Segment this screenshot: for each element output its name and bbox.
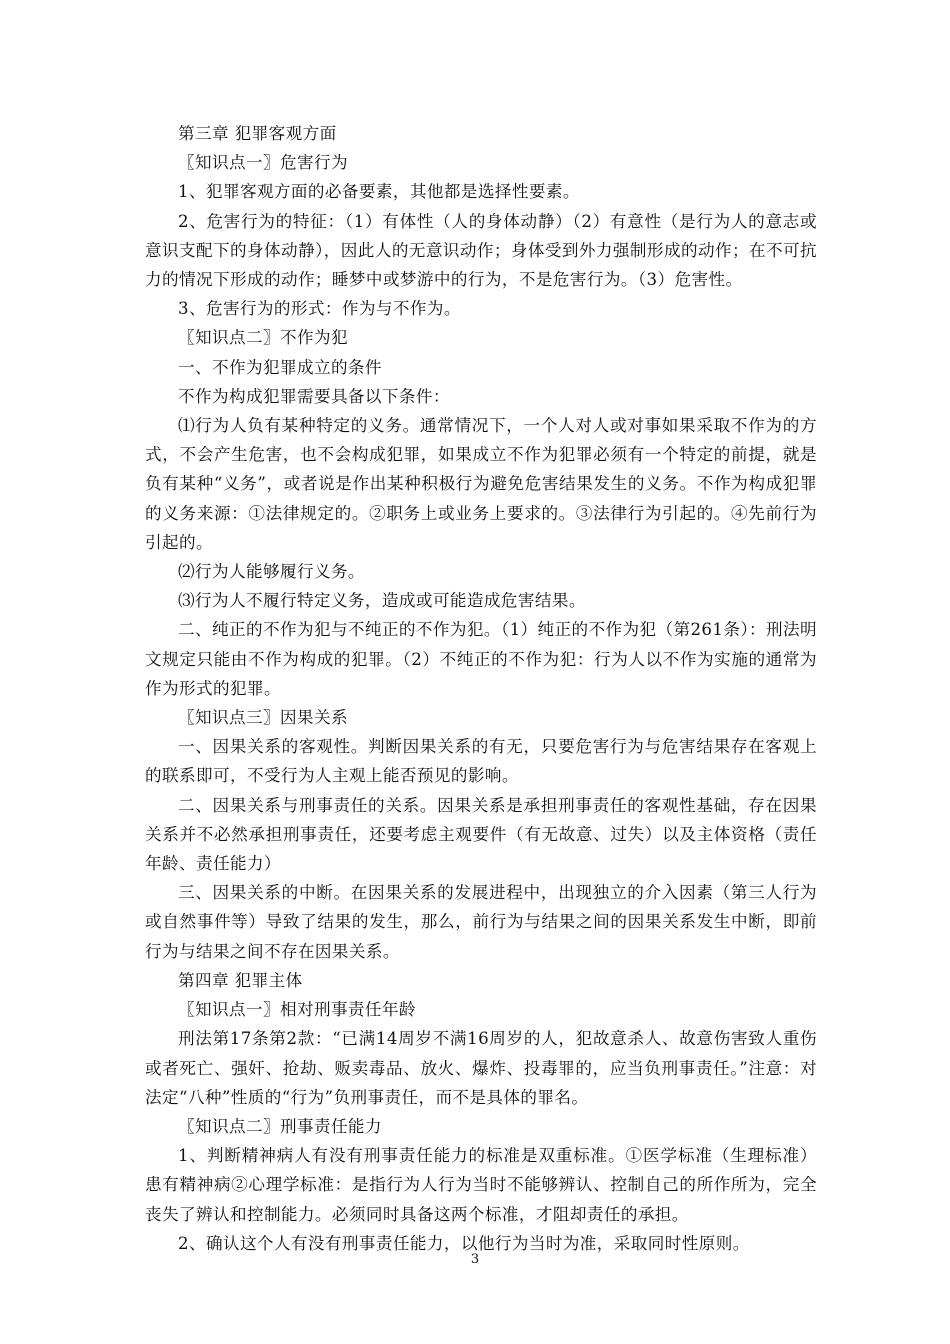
chapter-heading: 第四章 犯罪主体 — [178, 970, 303, 990]
paragraph: 二、纯正的不作为犯与不纯正的不作为犯。（1）纯正的不作为犯（第261条）：刑法明文规定只能由不作为构成的犯罪。（2）不纯正的不作为犯：行为人以不作为实施的通常为作为形式的犯罪。 — [145, 620, 818, 698]
paragraph: 三、因果关系的中断。在因果关系的发展进程中，出现独立的介入因素（第三人行为或自然事件等）导致了结果的发生，那么，前行为与结果之间的因果关系发生中断，即前行为与结果之间不存在因果关系。 — [145, 883, 817, 961]
knowledge-point-heading: 〖知识点一〗相对刑事责任年龄 — [178, 1000, 416, 1020]
paragraph: ⑴行为人负有某种特定的义务。通常情况下，一个人对人或对事如果采取不作为的方式，不会产生危害，也不会构成犯罪，如果成立不作为犯罪必须有一个特定的前提，就是负有某种“义务”，或者说是作出某种积极行为避免危害结果发生的义务。不作为构成犯罪的义务来源：①法律规定的。②职务上或业务上要求的。③法律行为引起的。④先前行为引起的。 — [145, 416, 817, 552]
page-number: 3 — [470, 1252, 480, 1267]
paragraph: 二、因果关系与刑事责任的关系。因果关系是承担刑事责任的客观性基础，存在因果关系并不必然承担刑事责任，还要考虑主观要件（有无故意、过失）以及主体资格（责任年龄、责任能力） — [145, 795, 817, 874]
paragraph: 不作为构成犯罪需要具备以下条件： — [178, 386, 450, 406]
paragraph: 3、危害行为的形式：作为与不作为。 — [178, 299, 461, 319]
knowledge-point-heading: 〖知识点一〗危害行为 — [178, 153, 348, 173]
knowledge-point-heading: 〖知识点二〗刑事责任能力 — [178, 1116, 382, 1136]
chapter-heading: 第三章 犯罪客观方面 — [178, 124, 337, 143]
paragraph: 1、判断精神病人有没有刑事责任能力的标准是双重标准。①医学标准（生理标准）患有精神病②心理学标准：是指行为人行为当时不能够辨认、控制自己的所作所为，完全丧失了辨认和控制能力。必须同时具备这两个标准，才阻却责任的承担。 — [145, 1146, 817, 1224]
paragraph: 2、确认这个人有没有刑事责任能力，以他行为当时为准，采取同时性原则。 — [178, 1233, 750, 1253]
knowledge-point-heading: 〖知识点二〗不作为犯 — [178, 328, 348, 348]
paragraph: ⑶行为人不履行特定义务，造成或可能造成危害结果。 — [178, 591, 586, 611]
paragraph: 2、危害行为的特征：（1）有体性（人的身体动静）（2）有意性（是行为人的意志或意识支配下的身体动静），因此人的无意识动作；身体受到外力强制形成的动作；在不可抗力的情况下形成的动作；睡梦中或梦游中的行为，不是危害行为。（3）危害性。 — [145, 211, 817, 290]
paragraph: ⑵行为人能够履行义务。 — [178, 562, 365, 582]
section-heading: 一、不作为犯罪成立的条件 — [178, 357, 382, 377]
paragraph: 1、犯罪客观方面的必备要素，其他都是选择性要素。 — [178, 182, 580, 202]
paragraph: 刑法第17条第2款：“已满14周岁不满16周岁的人，犯故意杀人、故意伤害致人重伤或者死亡、强奸、抢劫、贩卖毒品、放火、爆炸、投毒罪的，应当负刑事责任。”注意：对法定“八种”性质的“行为”负刑事责任，而不是具体的罪名。 — [145, 1029, 817, 1107]
knowledge-point-heading: 〖知识点三〗因果关系 — [178, 708, 348, 728]
paragraph: 一、因果关系的客观性。判断因果关系的有无，只要危害行为与危害结果存在客观上的联系即可，不受行为人主观上能否预见的影响。 — [145, 737, 817, 786]
page-body — [145, 119, 817, 1258]
